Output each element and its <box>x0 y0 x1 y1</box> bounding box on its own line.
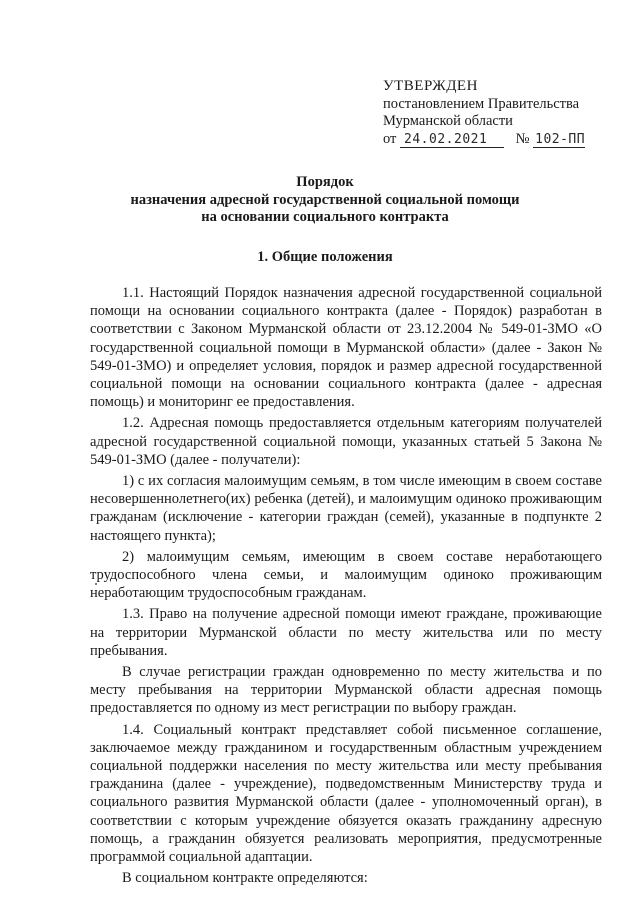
paragraph-1-4-b: В социальном контракте определяются: <box>122 870 368 887</box>
scan-speck <box>95 583 97 585</box>
paragraph-1-4: 1.4. Социальный контракт представляет собой письменное соглашение, заключаемое между гражданином и государственным областным учреждением социальной поддержки населения по месту жительства или месту пребывания гражданина (далее - учреждение), подведомственным Министерству труда и социального развития Мурманской области (далее - уполномоченный орган), в соответствии с которым учреждение обязуется оказать гражданину адресную помощь, а гражданин обязуется реализовать мероприятия, предусмотренные программой социальной адаптации. <box>90 721 602 866</box>
date-value: 24.02.2021 <box>404 131 488 147</box>
document-title <box>90 174 560 227</box>
date-field <box>400 132 504 148</box>
from-label: от <box>383 130 397 147</box>
approval-date-number-row <box>383 131 613 151</box>
paragraph-1-2-item-2: 2) малоимущим семьям, имеющим в своем составе неработающего трудоспособного члена семьи, и малоимущим одиноко проживающим неработающим трудоспособным гражданам. <box>90 548 602 602</box>
approval-title: УТВЕРЖДЕН <box>383 78 478 94</box>
number-value: 102-ПП <box>535 131 586 147</box>
paragraph-1-3: 1.3. Право на получение адресной помощи имеют граждане, проживающие на территории Мурманской области по месту жительства или по месту пребывания. <box>90 606 602 659</box>
paragraph-1-3-b: В случае регистрации граждан одновременно по месту жительства и по месту пребывания на территории Мурманской области адресная помощь предоставляется по одному из мест регистрации по выбору граждан. <box>90 664 602 717</box>
approval-line-2: Мурманской области <box>383 113 513 129</box>
paragraph-1-2: 1.2. Адресная помощь предоставляется отдельным категориям получателей адресной государственной социальной помощи, указанных статьей 5 Закона № 549-01-ЗМО (далее - получатели): <box>90 415 602 468</box>
section-title: 1. Общие положения <box>257 249 393 265</box>
title-line-2: назначения адресной государственной социальной помощи <box>130 191 520 208</box>
approval-stamp <box>383 78 613 151</box>
number-field <box>533 132 585 148</box>
title-line-3: на основании социального контракта <box>201 209 449 225</box>
title-line-1: Порядок <box>296 174 354 190</box>
paragraph-1-2-item-1: 1) с их согласия малоимущим семьям, в том числе имеющим в своем составе несовершеннолетнего(их) ребенка (детей), и малоимущим одиноко проживающим гражданам (исключение - категории граждан (семей), указанные в подпункте 2 настоящего пункта); <box>90 473 602 544</box>
document-body <box>90 284 602 888</box>
paragraph-1-1: 1.1. Настоящий Порядок назначения адресной государственной социальной помощи на основании социального контракта (далее - Порядок) разработан в соответствии с Законом Мурманской области от 23.12.2004 № 549-01-ЗМО «О государственной социальной помощи в Мурманской области» (далее - Закон № 549-01-ЗМО) и определяет условия, порядок и размер адресной государственной социальной помощи на основании социального контракта (далее - адресная помощь) и мониторинг ее предоставления. <box>90 285 602 411</box>
approval-line-1: постановлением Правительства <box>383 95 580 112</box>
number-label: № <box>515 130 530 147</box>
